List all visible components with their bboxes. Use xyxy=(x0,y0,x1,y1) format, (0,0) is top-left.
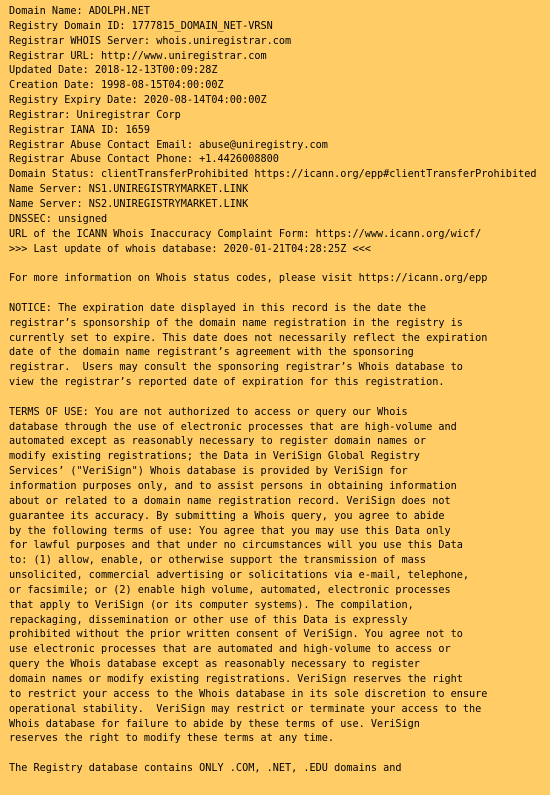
terms-line: reserves the right to modify these terms at any time. xyxy=(9,733,335,745)
name-server-line: Name Server: NS2.UNIREGISTRYMARKET.LINK xyxy=(9,198,249,210)
blank-line xyxy=(9,287,550,302)
terms-line: repackaging, dissemination or other use of this Data is expressly xyxy=(9,614,408,626)
terms-line: domain names or modify existing registrations. VeriSign reserves the right xyxy=(9,673,463,685)
dnssec-line: DNSSEC: unsigned xyxy=(9,213,108,225)
blank-line xyxy=(9,747,550,762)
abuse-email-line: Registrar Abuse Contact Email: abuse@uniregistry.com xyxy=(9,139,328,151)
blank-line xyxy=(9,391,550,406)
notice-line: date of the domain name registrant’s agreement with the sponsoring xyxy=(9,347,414,359)
terms-line: about or related to a domain name registration record. VeriSign does not xyxy=(9,495,451,507)
terms-line: automated except as reasonably necessary to register domain names or xyxy=(9,436,427,448)
domain-name-line: Domain Name: ADOLPH.NET xyxy=(9,6,151,17)
terms-line: that apply to VeriSign (or its computer systems). The compilation, xyxy=(9,599,414,611)
updated-date-line: Updated Date: 2018-12-13T00:09:28Z xyxy=(9,65,218,77)
status-codes-info-line: For more information on Whois status codes, please visit https://icann.org/epp xyxy=(9,273,488,285)
terms-line: Services’ ("VeriSign") Whois database is provided by VeriSign for xyxy=(9,466,408,478)
registrar-line: Registrar: Uniregistrar Corp xyxy=(9,109,181,121)
terms-line: database through the use of electronic processes that are high-volume and xyxy=(9,421,457,433)
icann-complaint-form-line: URL of the ICANN Whois Inaccuracy Complaint Form: https://www.icann.org/wicf/ xyxy=(9,228,482,240)
registry-expiry-date-line: Registry Expiry Date: 2020-08-14T04:00:00Z xyxy=(9,95,267,107)
terms-line: to: (1) allow, enable, or otherwise support the transmission of mass xyxy=(9,555,427,567)
terms-line: unsolicited, commercial advertising or solicitations via e-mail, telephone, xyxy=(9,570,470,582)
terms-line: Whois database for failure to abide by these terms of use. VeriSign xyxy=(9,718,420,730)
terms-line: modify existing registrations; the Data in VeriSign Global Registry xyxy=(9,451,420,463)
terms-line: guarantee its accuracy. By submitting a Whois query, you agree to abide xyxy=(9,510,445,522)
registry-database-line: The Registry database contains ONLY .COM, .NET, .EDU domains and xyxy=(9,763,402,775)
terms-line: TERMS OF USE: You are not authorized to access or query our Whois xyxy=(9,406,408,418)
abuse-phone-line: Registrar Abuse Contact Phone: +1.4426008800 xyxy=(9,154,279,166)
terms-line: by the following terms of use: You agree that you may use this Data only xyxy=(9,525,451,537)
notice-line: registrar. Users may consult the sponsoring registrar’s Whois database to xyxy=(9,362,463,374)
registrar-url-line: Registrar URL: http://www.uniregistrar.com xyxy=(9,50,267,62)
terms-line: operational stability. VeriSign may restrict or terminate your access to the xyxy=(9,703,482,715)
domain-status-line: Domain Status: clientTransferProhibited https://icann.org/epp#clientTransferProhibited xyxy=(9,169,537,181)
notice-line: currently set to expire. This date does not necessarily reflect the expiration xyxy=(9,332,488,344)
terms-line: to restrict your access to the Whois database in its sole discretion to ensure xyxy=(9,688,488,700)
notice-line: registrar’s sponsorship of the domain name registration in the registry is xyxy=(9,317,463,329)
terms-line: use electronic processes that are automated and high-volume to access or xyxy=(9,644,451,656)
terms-line: information purposes only, and to assist persons in obtaining information xyxy=(9,481,457,492)
last-update-line: >>> Last update of whois database: 2020-01-21T04:28:25Z <<< xyxy=(9,243,371,255)
terms-line: prohibited without the prior written consent of VeriSign. You agree not to xyxy=(9,629,463,641)
name-server-line: Name Server: NS1.UNIREGISTRYMARKET.LINK xyxy=(9,184,249,196)
registry-domain-id-line: Registry Domain ID: 1777815_DOMAIN_NET-VRSN xyxy=(9,20,273,32)
terms-line: or facsimile; or (2) enable high volume, automated, electronic processes xyxy=(9,584,451,596)
blank-line xyxy=(9,257,550,272)
terms-line: query the Whois database except as reasonably necessary to register xyxy=(9,659,420,671)
registrar-whois-server-line: Registrar WHOIS Server: whois.uniregistrar.com xyxy=(9,35,292,47)
terms-line: for lawful purposes and that under no circumstances will you use this Data xyxy=(9,540,463,552)
creation-date-line: Creation Date: 1998-08-15T04:00:00Z xyxy=(9,80,224,92)
notice-line: NOTICE: The expiration date displayed in this record is the date the xyxy=(9,302,427,314)
notice-line: view the registrar’s reported date of expiration for this registration. xyxy=(9,377,445,389)
registrar-iana-id-line: Registrar IANA ID: 1659 xyxy=(9,124,151,136)
